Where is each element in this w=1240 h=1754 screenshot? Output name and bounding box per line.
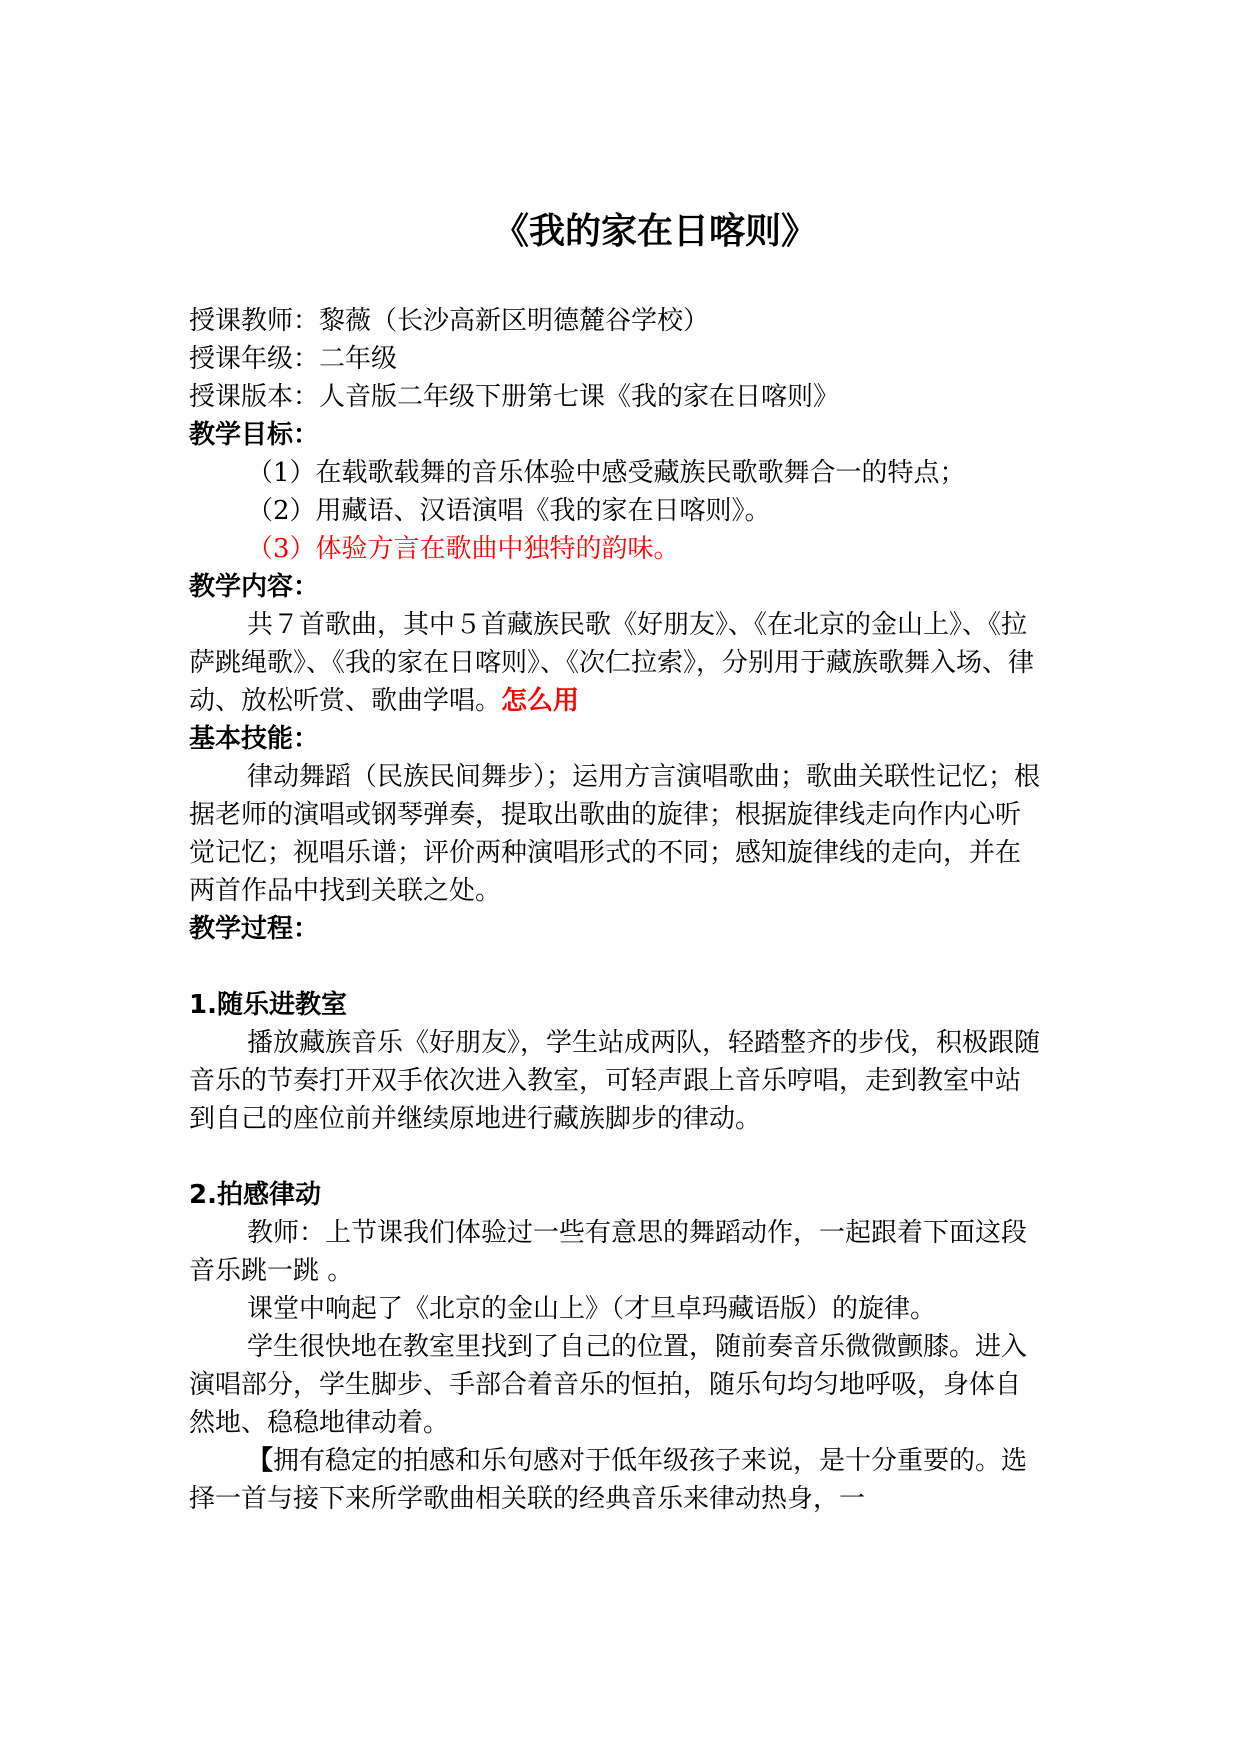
- goal-item-2: （2）用藏语、汉语演唱《我的家在日喀则》。: [247, 496, 771, 526]
- bracket-mark: 【: [247, 1446, 274, 1476]
- process-heading: 教学过程：: [189, 914, 320, 944]
- goals-heading: 教学目标：: [189, 420, 320, 450]
- info-teacher: 授课教师：黎薇（长沙高新区明德麓谷学校）: [189, 306, 710, 336]
- content-text: 共７首歌曲，其中５首藏族民歌《好朋友》、《在北京的金山上》、《拉萨跳绳歌》、《我的家在日喀则》、《次仁拉索》，分别用于藏族歌舞入场、律动、放松听赏、歌曲学唱。: [189, 610, 1035, 716]
- content-note: 怎么用: [501, 686, 580, 716]
- goal-item-3: （3）体验方言在歌曲中独特的韵味。: [247, 534, 680, 564]
- step2-paragraph-4: [189, 1442, 1041, 1518]
- goal-item-1: （1）在载歌载舞的音乐体验中感受藏族民歌歌舞合一的特点；: [247, 458, 966, 488]
- step1-text: 播放藏族音乐《好朋友》，学生站成两队，轻踏整齐的步伐，积极跟随音乐的节奏打开双手依次进入教室，可轻声跟上音乐哼唱，走到教室中站到自己的座位前并继续原地进行藏族脚步的律动。: [189, 1028, 1041, 1134]
- step2-paragraph-3: 学生很快地在教室里找到了自己的位置，随前奏音乐微微颤膝。进入演唱部分，学生脚步、手部合着音乐的恒拍，随乐句均匀地呼吸，身体自然地、稳稳地律动着。: [189, 1332, 1028, 1438]
- skills-text: 律动舞蹈（民族民间舞步）；运用方言演唱歌曲；歌曲关联性记忆；根据老师的演唱或钢琴弹奏，提取出歌曲的旋律；根据旋律线走向作内心听觉记忆；视唱乐谱；评价两种演唱形式的不同；感知旋律线的走向，并在两首作品中找到关联之处。: [189, 762, 1041, 906]
- step2-paragraph-2: 课堂中响起了《北京的金山上》（才旦卓玛藏语版）的旋律。: [247, 1294, 937, 1324]
- content-paragraph: [189, 606, 1041, 720]
- step2-heading: 2.拍感律动: [189, 1180, 321, 1210]
- step1-heading: 1.随乐进教室: [189, 990, 347, 1020]
- skills-heading: 基本技能：: [189, 724, 320, 754]
- step2-paragraph-4-text: 拥有稳定的拍感和乐句感对于低年级孩子来说，是十分重要的。选择一首与接下来所学歌曲相关联的经典音乐来律动热身，一: [189, 1446, 1028, 1514]
- info-version: 授课版本：人音版二年级下册第七课《我的家在日喀则》: [189, 382, 840, 412]
- content-heading: 教学内容：: [189, 572, 320, 602]
- document-body: [189, 302, 1041, 1518]
- info-grade: 授课年级：二年级: [189, 344, 398, 374]
- step2-paragraph-1: 教师：上节课我们体验过一些有意思的舞蹈动作，一起跟着下面这段音乐跳一跳 。: [189, 1218, 1028, 1286]
- document-title: 《我的家在日喀则》: [492, 210, 817, 252]
